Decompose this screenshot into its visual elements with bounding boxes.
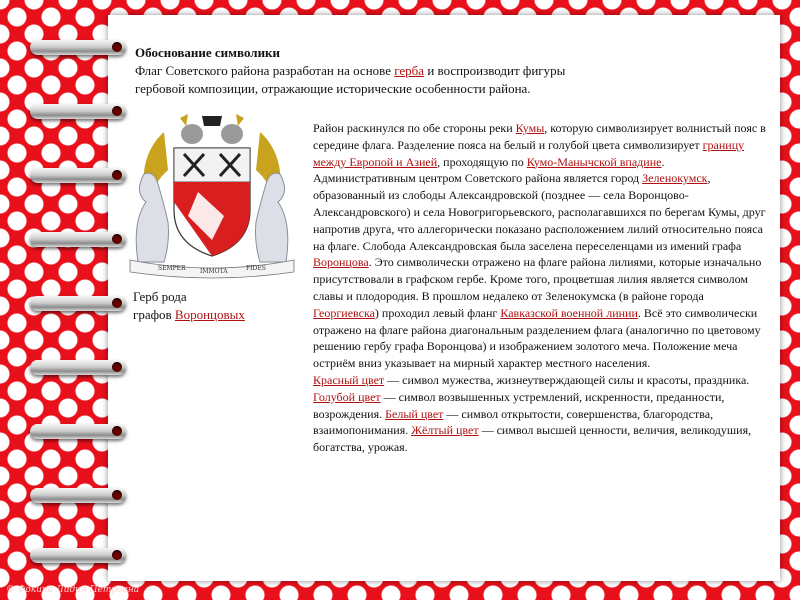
link-zelenokumsk[interactable]: Зеленокумск bbox=[642, 171, 708, 186]
binder-hole bbox=[112, 362, 122, 372]
horse-right-icon bbox=[256, 173, 288, 262]
intro-text: Флаг Советского района разработан на основе bbox=[135, 63, 395, 78]
title-block bbox=[135, 44, 735, 98]
body-text-span: . Всё это символически отражено на флаге района диагональным разделением флага (аналогично по цветовому решению гербу графа Воронцова) и изображением золотого меча. Положение меча остриём вниз указывает на мирный характер местного населения. bbox=[313, 305, 761, 371]
binder-hole bbox=[112, 106, 122, 116]
body-text-span: — символ мужества, жизнеутверждающей силы и красоты, праздника. bbox=[384, 372, 750, 387]
description-text bbox=[313, 120, 769, 456]
link-gerb[interactable]: герба bbox=[394, 63, 425, 78]
caption-text: графов bbox=[133, 307, 175, 322]
body-text-span: — символ высшей ценности, величия, великодушия, богатства, урожая. bbox=[313, 423, 752, 455]
body-text-span: — символ возвышенных устремлений, искренности, преданности, возрождения. bbox=[313, 389, 725, 421]
link-white-color[interactable]: Белый цвет bbox=[385, 406, 444, 421]
body-text-span: , образованный из слободы Александровской (позднее — села Воронцово-Александровского) и села Новогригорьевского, располагавшихся по берегам Кумы, друг напротив друга, что аллегорически показано расположением лилий относительно пояса на флаге. Слобода Александровская была заселена переселенцами из имений графа bbox=[313, 171, 766, 253]
link-kuma[interactable]: Кумы bbox=[515, 121, 545, 135]
binder-hole bbox=[112, 490, 122, 500]
link-vorontsovy[interactable]: Воронцовых bbox=[174, 307, 245, 322]
link-caucasus-line[interactable]: Кавказской военной линии bbox=[500, 305, 638, 320]
helmet-left-icon bbox=[181, 124, 203, 144]
caption-line-2 bbox=[133, 306, 293, 324]
binder-hole bbox=[112, 234, 122, 244]
binder-hole bbox=[112, 550, 122, 560]
body-text-span: Административным центром Советского района является город bbox=[313, 171, 643, 186]
link-europe-asia-border[interactable]: границу между Европой и Азией bbox=[313, 137, 745, 169]
caption-line-1: Герб рода bbox=[133, 289, 187, 304]
coat-caption bbox=[133, 288, 293, 324]
author-watermark: © Фокина Лидия Петровна bbox=[6, 585, 140, 595]
helmet-right-icon bbox=[221, 124, 243, 144]
link-georgievsk[interactable]: Георгиевска bbox=[313, 305, 375, 320]
link-vorontsov[interactable]: Воронцова bbox=[313, 255, 369, 270]
coat-of-arms-image bbox=[124, 112, 300, 280]
paragraph-river bbox=[313, 120, 769, 170]
crest-feather-icon bbox=[180, 114, 188, 126]
intro-text: и воспроизводит фигуры bbox=[424, 63, 566, 78]
intro-line-1 bbox=[135, 62, 735, 80]
motto-left: SEMPER bbox=[158, 265, 186, 272]
body-text-span: . bbox=[661, 154, 665, 169]
body-text-span: . Это символически отражено на флаге района лилиями, которые изначально присутствовали в графском гербе. Кроме того, процветшая лилия является символом славы и плодородия. В прошлом недалеко от Зеленокумска (в районе города bbox=[313, 255, 762, 303]
binder-hole bbox=[112, 42, 122, 52]
link-kuma-manych[interactable]: Кумо-Манычской впадине bbox=[526, 154, 662, 169]
body-text-span: , проходящую по bbox=[437, 154, 527, 169]
intro-line-2: гербовой композиции, отражающие исторические особенности района. bbox=[135, 81, 531, 96]
body-text-span: , которую символизирует волнистый пояс в середине флага. Разделение пояса на белый и голубой цвета символизирует bbox=[313, 121, 766, 152]
shield-chief bbox=[174, 148, 250, 182]
motto-center: IMMOTA bbox=[200, 268, 228, 275]
eagle-crest-icon bbox=[202, 116, 222, 126]
slide-title: Обоснование символики bbox=[135, 45, 281, 60]
body-text-span: — символ открытости, совершенства, благородства, взаимопонимания. bbox=[313, 406, 714, 438]
paragraph-center bbox=[313, 170, 769, 372]
link-yellow-color[interactable]: Жёлтый цвет bbox=[411, 423, 479, 438]
link-blue-color[interactable]: Голубой цвет bbox=[313, 389, 381, 404]
horse-left-icon bbox=[136, 173, 168, 262]
motto-right: FIDES bbox=[246, 265, 266, 272]
crest-feather-icon bbox=[236, 114, 244, 126]
body-text-span: Район раскинулся по обе стороны реки bbox=[313, 121, 516, 135]
body-text-span: ) проходил левый фланг bbox=[374, 305, 501, 320]
binder-hole bbox=[112, 170, 122, 180]
link-red-color[interactable]: Красный цвет bbox=[313, 372, 385, 387]
binder-hole bbox=[112, 426, 122, 436]
paragraph-colors bbox=[313, 372, 769, 456]
binder-hole bbox=[112, 298, 122, 308]
